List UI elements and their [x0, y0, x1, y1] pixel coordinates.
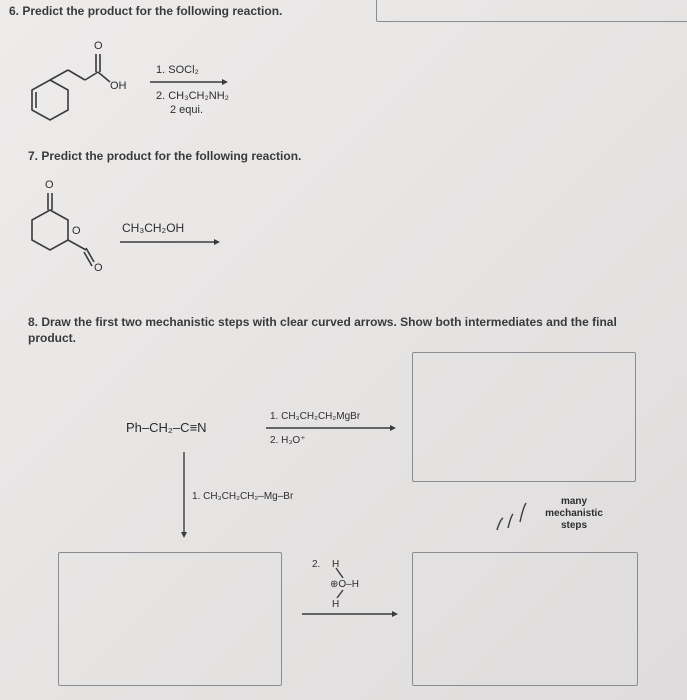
q7-ring-o2-label: O	[94, 262, 103, 274]
q7-lactone-ring	[32, 210, 68, 250]
q8-h-top: H	[332, 559, 340, 570]
q7-prompt: 7. Predict the product for the following reaction.	[28, 149, 302, 163]
q8-reagent-b2-num: 2.	[312, 559, 321, 570]
q8-product-box-bottom-right[interactable]	[412, 552, 638, 686]
q6-reagent-1: 1. SOCl₂	[156, 64, 199, 76]
q6-reagent-2: 2. CH₃CH₂NH₂	[156, 90, 229, 102]
q8-h-bottom: H	[332, 599, 340, 610]
q8-prompt: 8. Draw the first two mechanistic steps with clear curved arrows. Show both intermediates and the final product.	[28, 315, 617, 345]
q7-reagent: CH₃CH₂OH	[122, 221, 185, 235]
q7-ring-o-label: O	[72, 225, 81, 237]
q6-oxygen-label: O	[94, 40, 103, 52]
q6-prompt: 6. Predict the product for the following reaction.	[9, 4, 283, 18]
q7-carbonyl-o-label: O	[45, 179, 54, 191]
q8-reagent-a2: 2. H₃O⁺	[270, 435, 306, 446]
q6-reagent-3: 2 equi.	[170, 104, 204, 116]
q6-cyclohexene-ring	[32, 80, 68, 120]
q8-substrate: Ph–CH₂–C≡N	[126, 420, 207, 435]
q6-oh-label: OH	[110, 80, 127, 92]
q8-reagent-b1: 1. CH₃CH₂CH₂–Mg–Br	[192, 491, 294, 502]
q8-oxonium: ⊕O–H	[330, 579, 359, 590]
q8-mechanism-note: many mechanistic steps	[545, 496, 603, 531]
q8-product-box-top-right[interactable]	[412, 352, 636, 482]
q8-intermediate-box-left[interactable]	[58, 552, 282, 686]
q6-chain-bond	[50, 70, 68, 80]
q8-reagent-a1: 1. CH₃CH₂CH₂MgBr	[270, 411, 361, 422]
